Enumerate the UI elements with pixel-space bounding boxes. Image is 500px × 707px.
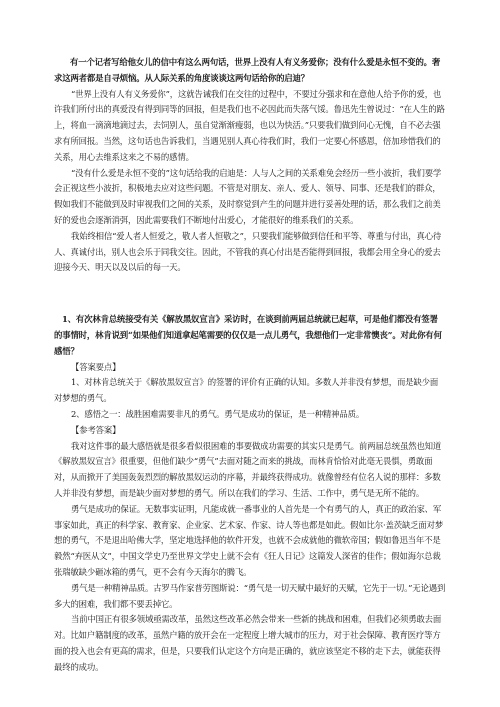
question-two-prompt: 1、有次林肯总统接受有关《解放黑奴宣言》采访时，在谈到前两届总统就已起草，可是他们都没有签署的事情时，林肯说到“如果他们知道拿起笔需要的仅仅是一点儿勇气，我想他们一定非常懊丧”。对此你有何感悟？ xyxy=(54,314,442,356)
section-spacer xyxy=(54,276,446,312)
question-one-prompt: 有一个记者写给他女儿的信中有这么两句话，世界上没有人有义务爱你；没有什么爱是永恒不变的。奢求这两者都是自寻烦恼。从人际关系的角度谈谈这两句话给你的启迪？ xyxy=(54,57,441,83)
answer-paragraph: 我始终相信“爱人者人恒爱之，敬人者人恒敬之”，只要我们能够做到信任和平等、尊重与付出，真心待人、真诚付出，别人也会乐于同我交往。因此，不管我的真心付出是否能得到回报，我都会用全身心的爱去迎接今天、明天以及以后的每一天。 xyxy=(54,230,442,273)
reference-paragraph: 当前中国正有很多领域亟需改革，虽然这些改革必然会带来一些新的挑战和困难，但我们必须勇敢去面对。比如户籍制度的改革，虽然户籍的放开会在一定程度上增大城市的压力，对于社会保障、教育医疗等方面的投入也会有更高的需求，但是，只要我们认定这个方向是正确的，就应该坚定不移的走下去，就能获得最终的成功。 xyxy=(54,614,442,672)
essay-question-two xyxy=(54,312,446,675)
reference-answer-heading: 【参考答案】 xyxy=(71,424,121,435)
answer-paragraph: “没有什么爱是永恒不变的”这句话给我的启迪是：人与人之间的关系难免会经历一些小波折，我们要学会正视这些小波折，积极地去应对这些问题。不管是对朋友、亲人、爱人、领导、同事、还是我们的群众，假如我们不能做到及时审视我们之间的关系，及时察觉到产生的问题并进行妥善处理的话，那么我们之前美好的爱也会逐渐消弭，因此需要我们不断地付出爱心，才能很好的维系我们的关系。 xyxy=(54,167,442,225)
reference-paragraph: 我对这件事的最大感悟就是很多看似很困难的事要做成功需要的其实只是勇气。前两届总统虽然也知道《解放黑奴宣言》很重要，但他们缺少“勇气”去面对随之而来的挑战，而林肯恰恰对此毫无畏惧，勇敢面对，从而掀开了美国轰轰烈烈的解放黑奴运动的序幕，并最终获得成功。就像曾经有位名人说的那样：多数人并非没有梦想，而是缺少面对梦想的勇气。所以在我们的学习、生活、工作中，勇气是无所不能的。 xyxy=(54,440,442,498)
essay-question-one xyxy=(54,55,446,276)
reference-paragraph: 勇气是成功的保证。无数事实证明，凡能成就一番事业的人首先是一个有勇气的人，真正的政治家、军事家如此，真正的科学家、教育家、企业家、艺术家、作家、诗人等也都是如此。假如比尔·盖茨缺乏面对梦想的勇气，不是退出哈佛大学，坚定地选择他的软件开发，也就不会成就他的微软帝国；假如鲁迅当年不是毅然“弃医从文”，中国文学史乃至世界文学史上就不会有《狂人日记》这篇发人深省的佳作；假如海尔总裁张瑞敏缺少砸冰箱的勇气，更不会有今天海尔的腾飞。 xyxy=(54,503,444,577)
key-point-item: 1、对林肯总统关于《解放黑奴宣言》的签署的评价有正确的认知。多数人并非没有梦想，而是缺少面对梦想的勇气。 xyxy=(54,377,439,404)
reference-paragraph: 勇气是一种精神品质。古罗马作家普劳图斯说：“勇气是一切天赋中最好的天赋，它先于一切。”无论遇到多大的困难，我们都不要丢掉它。 xyxy=(54,582,446,609)
key-point-item: 2、感悟之一：战胜困难需要非凡的勇气。勇气是成功的保证，是一种精神品质。 xyxy=(71,408,365,419)
key-points-heading: 【答案要点】 xyxy=(71,361,121,372)
answer-paragraph: “世界上没有人有义务爱你”，这就告诫我们在交往的过程中，不要过分强求和在意他人给予你的爱，也许我们所付出的真爱没有得到同等的回报，但是我们也不必因此而失落气馁。鲁迅先生曾说过：“在人生的路上，将血一滴滴地滴过去，去饲别人，虽自觉渐渐瘦弱，也以为快活。”只要我们做到问心无愧，自不必去强求有所回报。当然，这句话也告诉我们，当遇见别人真心待我们时，我们一定要心怀感恩，倍加珍惜我们的关系，用心去维系这来之不易的感情。 xyxy=(54,88,445,162)
